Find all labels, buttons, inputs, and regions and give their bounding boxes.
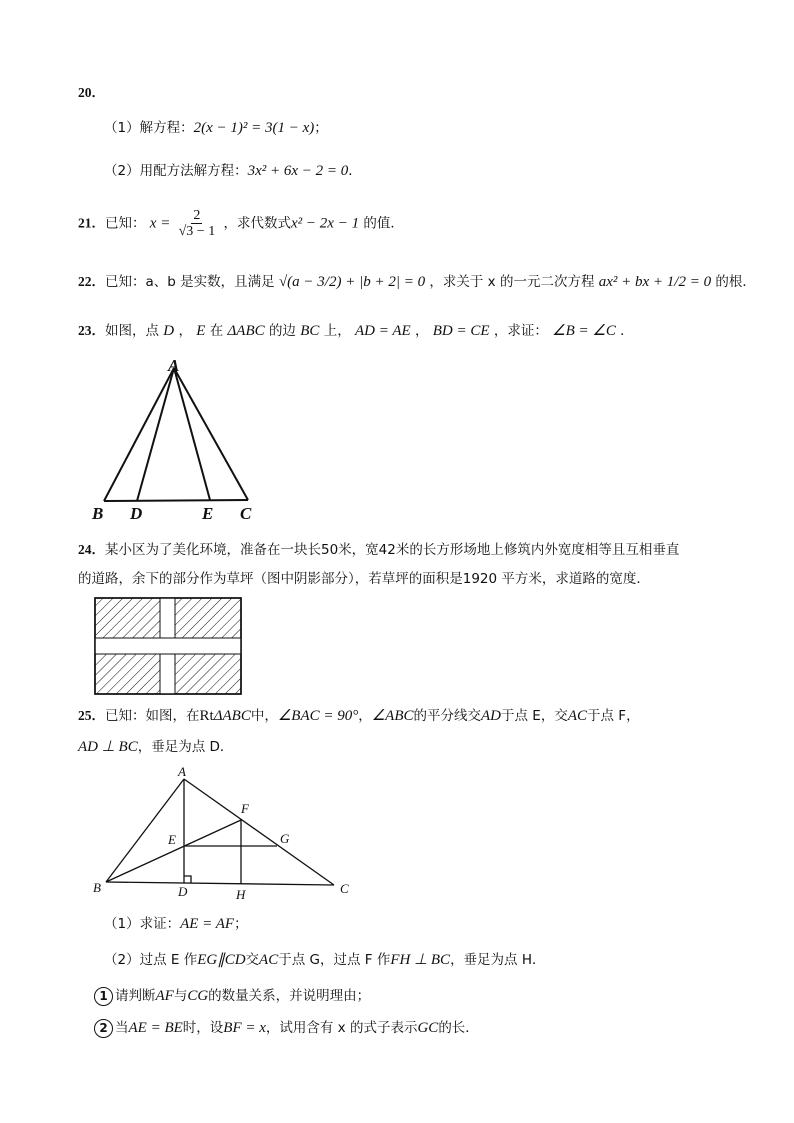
q25-label-f: F — [241, 801, 249, 816]
q23-label-d: D — [130, 504, 143, 523]
q25-part1: （1）求证：AE = AF； — [104, 916, 248, 932]
q24-line2: 的道路，余下的部分作为草坪（图中阴影部分），若草坪的面积是1920 平方米，求道路的宽度． — [78, 571, 650, 587]
q20-part1: （1）解方程：2(x − 1)² = 3(1 − x)； — [104, 120, 328, 136]
q20-part2: （2）用配方法解方程：3x² + 6x − 2 = 0． — [104, 163, 362, 179]
q25-side-ac — [184, 779, 334, 885]
q21-fraction: $\frac{2}{√3 - 1}$ — [178, 208, 216, 239]
q25-sub1: 1 请判断AF与CG的数量关系，并说明理由； — [94, 986, 370, 1006]
q25-right-angle-mark — [184, 876, 191, 883]
q23-label-e: E — [202, 504, 214, 523]
q23-side-ab — [104, 368, 174, 501]
q25-label-a: A — [178, 764, 186, 779]
q25-label-d: D — [178, 884, 188, 899]
q23-label-b: B — [92, 504, 104, 523]
q25-label-c: C — [340, 881, 349, 896]
q23-triangle-figure — [88, 355, 268, 525]
q25-part2: （2）过点 E 作EG∥CD交AC于点 G，过点 F 作FH ⊥ BC，垂足为点 H． — [104, 952, 546, 968]
q23-segment-ad — [137, 368, 174, 501]
q23-side-bc — [104, 500, 248, 501]
q24-rectangle-figure — [94, 597, 244, 697]
q22-equation: ax² + bx + 1/2 = 0 — [598, 274, 712, 290]
q25-bisector-bf — [106, 820, 241, 882]
q25-label-g: G — [280, 831, 290, 846]
q25-label-e: E — [168, 832, 176, 847]
q25-side-ab — [106, 779, 184, 882]
q23-segment-ae — [174, 368, 210, 500]
q23: 23．如图，点 D ， E 在 ΔABC 的边 BC 上， AD = AE ， BD = CE ，求证： ∠B = ∠C ． — [78, 323, 634, 339]
circled-number-2: 2 — [94, 1019, 113, 1038]
q25-line2: AD ⊥ BC，垂足为点 D． — [78, 739, 234, 755]
q22-condition: √(a − 3/2) + |b + 2| = 0 — [278, 274, 426, 290]
q25-side-bc — [106, 882, 334, 885]
q25-sub2: 2 当AE = BE时，设BF = x，试用含有 x 的式子表示GC的长． — [94, 1018, 479, 1038]
q20-part2-equation: 3x² + 6x − 2 = 0 — [247, 163, 349, 179]
q25-label-b: B — [93, 880, 101, 895]
q25-line1: 25．已知：如图，在RtΔABC中，∠BAC = 90°，∠ABC的平分线交AD于点 E，交AC于点 F， — [78, 708, 640, 724]
q24-line1: 24．某小区为了美化环境，准备在一块长50米，宽42米的长方形场地上修筑内外宽度相等且互相垂直 — [78, 542, 680, 558]
q20-number: 20． — [78, 85, 105, 100]
q23-label-c: C — [240, 504, 252, 523]
q25-label-h: H — [236, 887, 246, 902]
q23-side-ac — [174, 368, 248, 500]
q22: 22．已知：a、b 是实数，且满足 √(a − 3/2) + |b + 2| = 0 ，求关于 x 的一元二次方程 ax² + bx + 1/2 = 0 的根． — [78, 274, 756, 290]
q21: 21．已知： x = $\frac{2}{√3 - 1}$ ，求代数式x² − 2x − 1 的值． — [78, 208, 404, 239]
circled-number-1: 1 — [94, 987, 113, 1006]
q25-triangle-figure — [88, 763, 358, 903]
q23-label-a: A — [168, 356, 180, 375]
q20-part1-equation: 2(x − 1)² = 3(1 − x) — [193, 120, 315, 136]
